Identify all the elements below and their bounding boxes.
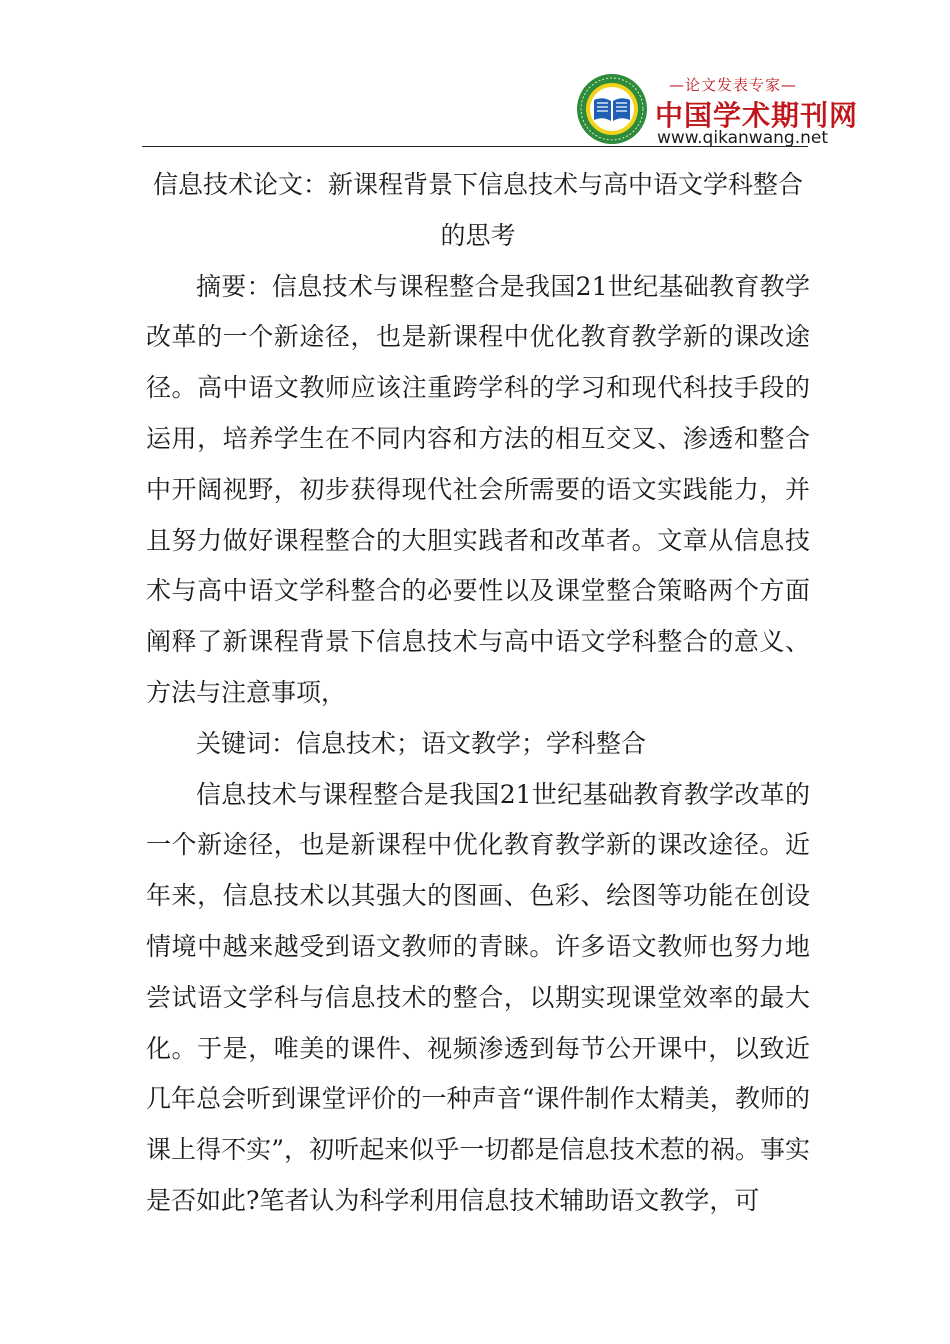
logo-url: www.qikanwang.net (657, 128, 828, 148)
abstract-paragraph: 摘要：信息技术与课程整合是我国21世纪基础教育教学改革的一个新途径，也是新课程中优化教育教学新的课改途径。高中语文教师应该注重跨学科的学习和现代科技手段的运用，培养学生在不同内容和方法的相互交叉、渗透和整合中开阔视野，初步获得现代社会所需要的语文实践能力，并且努力做好课程整合的大胆实践者和改革者。文章从信息技术与高中语文学科整合的必要性以及课堂整合策略两个方面阐释了新课程背景下信息技术与高中语文学科整合的意义、方法与注意事项， (146, 271, 810, 707)
book-seal-icon (575, 72, 649, 146)
logo-slogan: —论文发表专家— (668, 76, 797, 94)
keywords-paragraph: 关键词：信息技术；语文教学；学科整合 (196, 728, 647, 758)
document-content (146, 160, 810, 1227)
site-logo (575, 68, 859, 148)
header-divider (142, 146, 808, 147)
body-paragraph: 信息技术与课程整合是我国21世纪基础教育教学改革的一个新途径，也是新课程中优化教育教学新的课改途径。近年来，信息技术以其强大的图画、色彩、绘图等功能在创设情境中越来越受到语文教师的青睐。许多语文教师也努力地尝试语文学科与信息技术的整合，以期实现课堂效率的最大化。于是，唯美的课件、视频渗透到每节公开课中，以致近几年总会听到课堂评价的一种声音“课件制作太精美，教师的课上得不实”，初听起来似乎一切都是信息技术惹的祸。事实是否如此?笔者认为科学利用信息技术辅助语文教学，可 (146, 779, 810, 1215)
document-title: 信息技术论文：新课程背景下信息技术与高中语文学科整合的思考 (152, 170, 803, 250)
logo-name: 中国学术期刊网 (655, 99, 859, 132)
